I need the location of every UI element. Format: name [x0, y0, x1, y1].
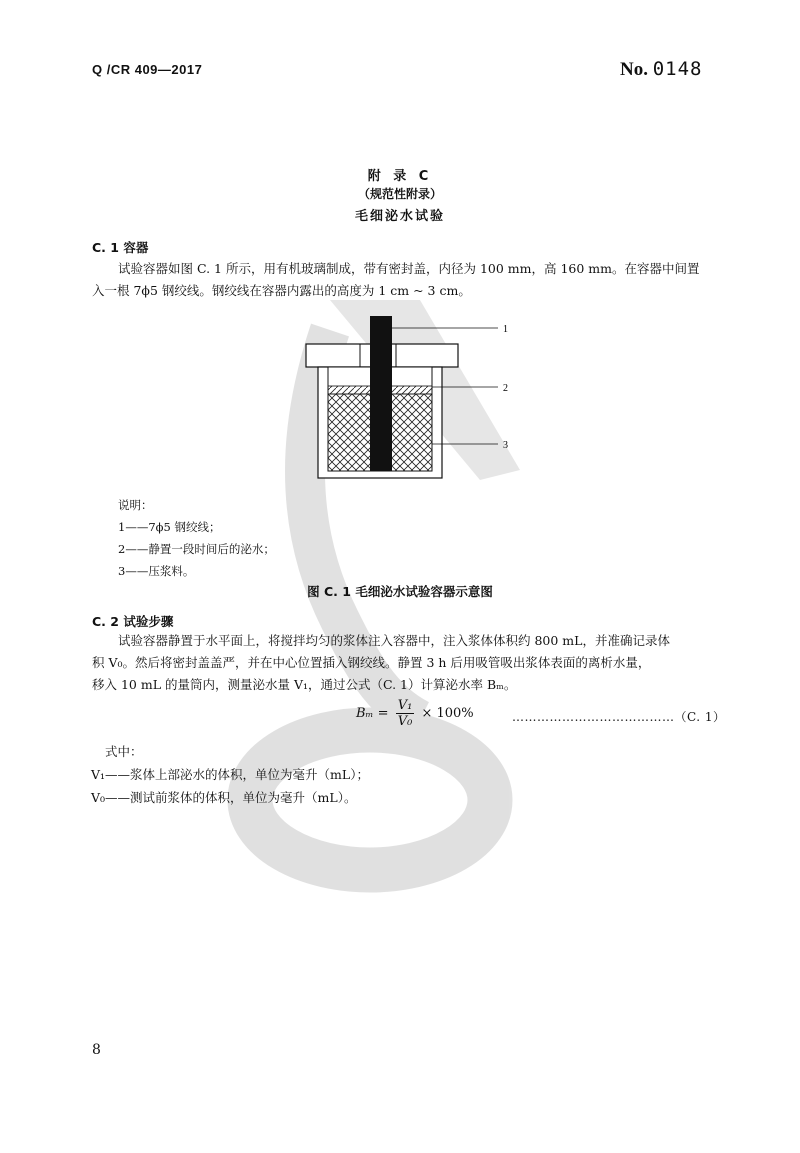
- steel-strand: [370, 316, 392, 471]
- c1-line-1: 试验容器如图 C. 1 所示，用有机玻璃制成，带有密封盖，内径为 100 mm，高 160 mm。在容器中间置: [118, 261, 700, 276]
- legend-item: 2——静置一段时间后的泌水；: [118, 542, 275, 556]
- appendix-type: （规范性附录）: [357, 187, 442, 201]
- variable-item: V₀——测试前浆体的体积，单位为毫升（mL）。: [91, 790, 357, 805]
- callout-2: 2: [503, 383, 508, 394]
- formula-rhs: × 100%: [421, 706, 474, 721]
- standard-code: Q /CR 409—2017: [92, 62, 203, 77]
- no-value: 0148: [652, 58, 703, 80]
- figure-legend: [118, 494, 275, 582]
- formula-fraction: [396, 698, 415, 729]
- legend-item: 1——7ϕ5 钢绞线；: [118, 520, 221, 534]
- section-c1-paragraph: [92, 258, 722, 302]
- legend-item: 3——压浆料。: [118, 564, 195, 578]
- c2-line-2: 积 V₀。然后将密封盖盖严，并在中心位置插入钢绞线。静置 3 h 后用吸管吸出浆体表面的离析水量，: [92, 655, 651, 670]
- container-diagram: [300, 310, 530, 490]
- figure-caption: 图 C. 1 毛细泌水试验容器示意图: [307, 584, 493, 599]
- variable-item: V₁——浆体上部泌水的体积，单位为毫升（mL）；: [91, 767, 369, 782]
- c2-line-1: 试验容器静置于水平面上，将搅拌均匀的浆体注入容器中，注入浆体体积约 800 mL，并准确记录体: [118, 633, 670, 648]
- equation-reference: …………………………………（C. 1）: [512, 710, 726, 724]
- appendix-name: 毛细泌水试验: [354, 209, 445, 224]
- appendix-title: 附 录 C: [367, 169, 433, 184]
- legend-title: 说明：: [118, 498, 153, 512]
- c1-line-2: 入一根 7ϕ5 钢绞线。钢绞线在容器内露出的高度为 1 cm ~ 3 cm。: [92, 283, 471, 298]
- formula-denominator: V₀: [397, 714, 413, 729]
- formula-lhs: Bₘ =: [356, 706, 389, 721]
- callout-3: 3: [503, 440, 508, 451]
- section-c1-heading: C. 1 容器: [92, 240, 149, 255]
- formula-c1: [356, 698, 474, 729]
- formula-numerator: V₁: [397, 698, 413, 713]
- no-label: No.: [620, 59, 648, 80]
- page-number: 8: [92, 1042, 101, 1058]
- document-number: [620, 58, 703, 81]
- c2-line-3: 移入 10 mL 的量筒内，测量泌水量 V₁，通过公式（C. 1）计算泌水率 Bₘ。: [92, 677, 517, 692]
- where-label: 式中：: [105, 744, 143, 759]
- variable-definitions: [91, 740, 369, 809]
- callout-1: 1: [503, 324, 508, 335]
- section-c2-heading: C. 2 试验步骤: [92, 614, 174, 629]
- section-c2-paragraph: [92, 630, 722, 696]
